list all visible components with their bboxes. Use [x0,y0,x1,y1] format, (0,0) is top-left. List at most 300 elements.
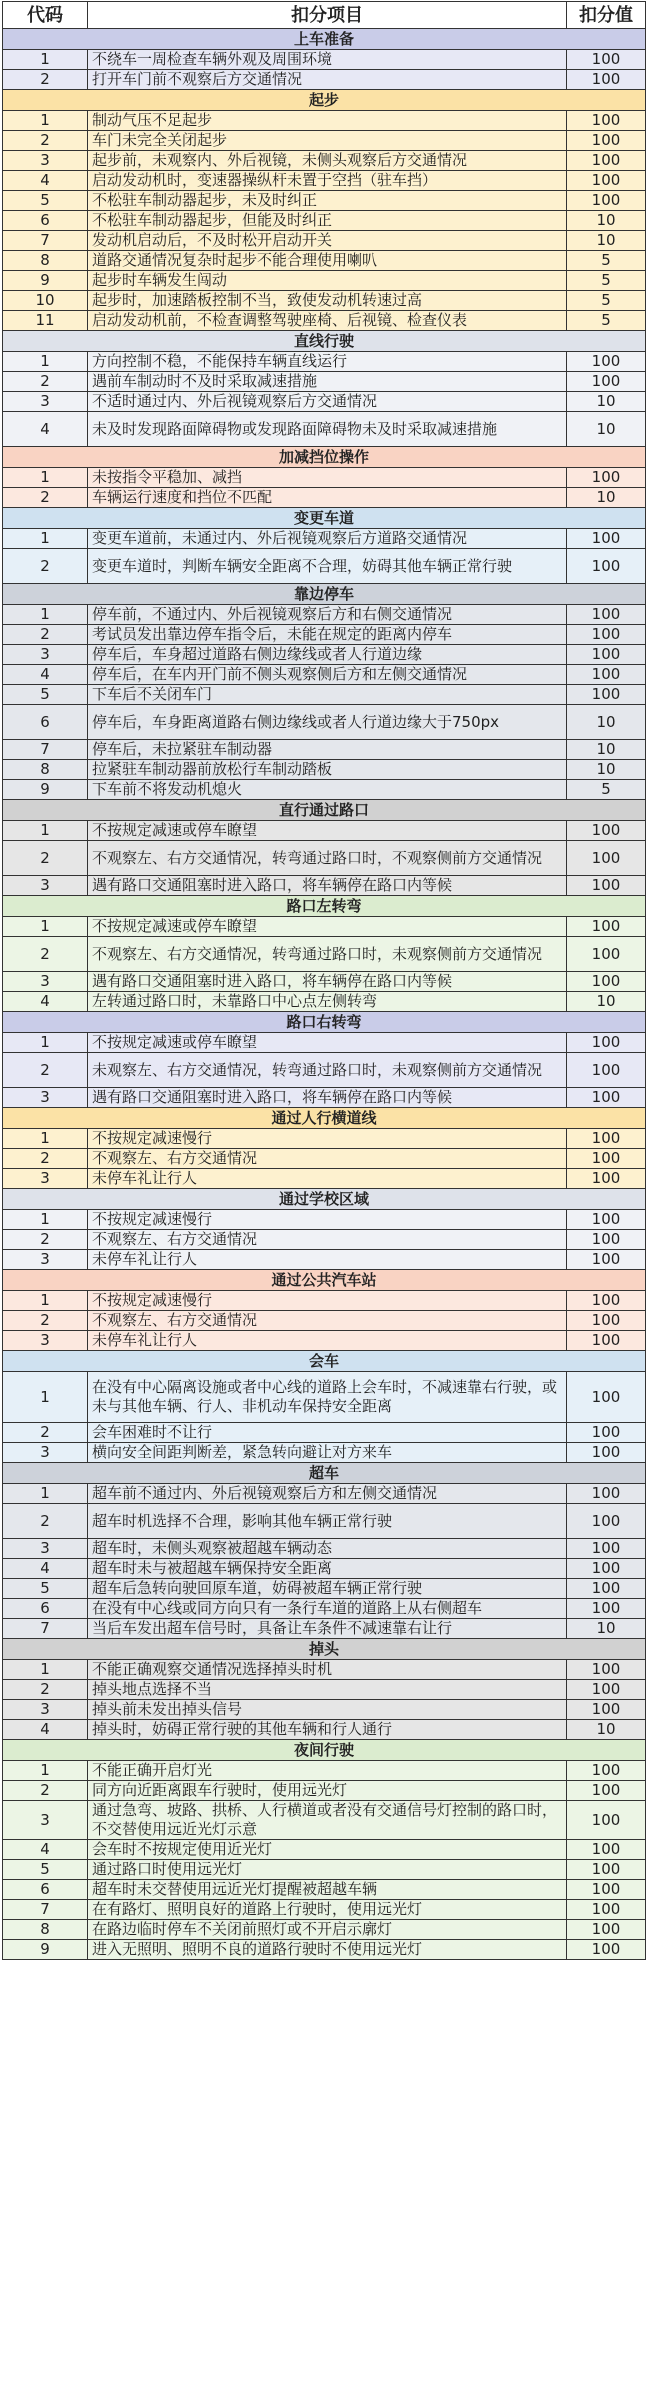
table-row [3,111,646,131]
row-points: 10 [567,1619,646,1639]
row-points: 100 [567,1660,646,1680]
row-item: 未停车礼让行人 [88,1331,567,1351]
deduction-table [2,1,646,1960]
row-code: 11 [3,311,88,331]
table-row [3,1700,646,1720]
row-points: 100 [567,1801,646,1840]
header-item: 扣分项目 [88,2,567,29]
row-item: 不按规定减速慢行 [88,1291,567,1311]
row-code: 10 [3,291,88,311]
row-points: 100 [567,372,646,392]
row-points: 10 [567,992,646,1012]
row-item: 进入无照明、照明不良的道路行驶时不使用远光灯 [88,1940,567,1960]
row-points: 5 [567,311,646,331]
row-code: 2 [3,1504,88,1539]
row-points: 5 [567,780,646,800]
row-points: 100 [567,50,646,70]
table-row [3,1230,646,1250]
header-row [3,2,646,29]
table-row [3,1088,646,1108]
table-row [3,665,646,685]
table-row [3,251,646,271]
row-points: 100 [567,1680,646,1700]
section-title: 路口右转弯 [3,1012,646,1033]
row-item: 超车时，未侧头观察被超越车辆动态 [88,1539,567,1559]
table-row [3,1680,646,1700]
row-item: 不松驻车制动器起步，未及时纠正 [88,191,567,211]
row-points: 10 [567,211,646,231]
row-code: 3 [3,645,88,665]
table-row [3,271,646,291]
table-row [3,1053,646,1088]
table-row [3,1781,646,1801]
row-points: 100 [567,171,646,191]
row-code: 1 [3,1484,88,1504]
row-item: 横向安全间距判断差，紧急转向避让对方来车 [88,1443,567,1463]
row-item: 考试员发出靠边停车指令后，未能在规定的距离内停车 [88,625,567,645]
section-header-row [3,1351,646,1372]
table-row [3,1619,646,1639]
table-row [3,131,646,151]
row-points: 10 [567,760,646,780]
table-row [3,992,646,1012]
row-item: 不按规定减速慢行 [88,1129,567,1149]
row-code: 9 [3,1940,88,1960]
row-item: 不观察左、右方交通情况，转弯通过路口时，未观察侧前方交通情况 [88,937,567,972]
row-code: 3 [3,876,88,896]
row-code: 1 [3,821,88,841]
section-title: 路口左转弯 [3,896,646,917]
row-code: 3 [3,1250,88,1270]
table-row [3,1149,646,1169]
row-code: 1 [3,352,88,372]
row-item: 超车时机选择不合理，影响其他车辆正常行驶 [88,1504,567,1539]
section-title: 加减挡位操作 [3,447,646,468]
row-code: 2 [3,549,88,584]
row-points: 100 [567,1053,646,1088]
row-code: 8 [3,760,88,780]
header-points: 扣分值 [567,2,646,29]
row-points: 100 [567,937,646,972]
row-points: 100 [567,841,646,876]
section-title: 起步 [3,90,646,111]
table-row [3,1291,646,1311]
row-code: 2 [3,1423,88,1443]
row-points: 100 [567,1129,646,1149]
row-item: 在路边临时停车不关闭前照灯或不开启示廓灯 [88,1920,567,1940]
section-header-row [3,1639,646,1660]
row-points: 100 [567,1169,646,1189]
row-item: 停车后，车身距离道路右侧边缘线或者人行道边缘大于750px [88,705,567,740]
table-row [3,1372,646,1423]
table-row [3,1579,646,1599]
section-title: 通过学校区域 [3,1189,646,1210]
table-row [3,1484,646,1504]
row-code: 4 [3,992,88,1012]
row-code: 2 [3,1053,88,1088]
row-item: 未按指令平稳加、减挡 [88,468,567,488]
row-item: 停车后，在车内开门前不侧头观察侧后方和左侧交通情况 [88,665,567,685]
row-code: 4 [3,1559,88,1579]
table-row [3,1559,646,1579]
row-code: 7 [3,740,88,760]
row-item: 方向控制不稳，不能保持车辆直线运行 [88,352,567,372]
row-points: 100 [567,1250,646,1270]
table-row [3,605,646,625]
row-item: 不观察左、右方交通情况 [88,1230,567,1250]
table-row [3,1840,646,1860]
row-points: 100 [567,1149,646,1169]
row-points: 100 [567,917,646,937]
row-item: 车门未完全关闭起步 [88,131,567,151]
header-code: 代码 [3,2,88,29]
row-item: 起步时，加速踏板控制不当，致使发动机转速过高 [88,291,567,311]
section-header-row [3,800,646,821]
row-points: 100 [567,1331,646,1351]
row-item: 掉头前未发出掉头信号 [88,1700,567,1720]
table-row [3,705,646,740]
row-points: 100 [567,645,646,665]
row-code: 2 [3,841,88,876]
row-points: 100 [567,1088,646,1108]
row-points: 100 [567,352,646,372]
row-code: 2 [3,937,88,972]
table-row [3,191,646,211]
row-code: 1 [3,111,88,131]
section-header-row [3,1108,646,1129]
row-code: 3 [3,1801,88,1840]
table-row [3,1210,646,1230]
row-code: 4 [3,171,88,191]
table-row [3,392,646,412]
row-points: 5 [567,291,646,311]
row-points: 100 [567,549,646,584]
table-row [3,231,646,251]
section-title: 超车 [3,1463,646,1484]
table-row [3,760,646,780]
table-row [3,529,646,549]
row-points: 100 [567,1599,646,1619]
row-code: 1 [3,917,88,937]
row-item: 不按规定减速或停车瞭望 [88,917,567,937]
table-row [3,211,646,231]
row-code: 3 [3,1169,88,1189]
row-code: 2 [3,1781,88,1801]
table-row [3,70,646,90]
row-points: 5 [567,271,646,291]
section-header-row [3,1270,646,1291]
row-code: 2 [3,1230,88,1250]
row-code: 6 [3,1880,88,1900]
row-item: 停车前，不通过内、外后视镜观察后方和右侧交通情况 [88,605,567,625]
row-points: 100 [567,131,646,151]
section-header-row [3,1463,646,1484]
row-item: 下车前不将发动机熄火 [88,780,567,800]
row-points: 100 [567,1559,646,1579]
table-row [3,549,646,584]
section-title: 靠边停车 [3,584,646,605]
row-code: 4 [3,1720,88,1740]
row-item: 超车后急转向驶回原车道，妨碍被超车辆正常行驶 [88,1579,567,1599]
table-row [3,50,646,70]
row-item: 通过急弯、坡路、拱桥、人行横道或者没有交通信号灯控制的路口时，不交替使用远近光灯示意 [88,1801,567,1840]
row-item: 启动发动机前，不检查调整驾驶座椅、后视镜、检查仪表 [88,311,567,331]
table-row [3,1033,646,1053]
row-code: 9 [3,271,88,291]
row-item: 起步前，未观察内、外后视镜，未侧头观察后方交通情况 [88,151,567,171]
row-code: 3 [3,1539,88,1559]
table-row [3,1250,646,1270]
section-title: 夜间行驶 [3,1740,646,1761]
row-points: 100 [567,1579,646,1599]
row-item: 不适时通过内、外后视镜观察后方交通情况 [88,392,567,412]
row-code: 1 [3,1761,88,1781]
row-points: 100 [567,468,646,488]
table-row [3,841,646,876]
section-title: 直线行驶 [3,331,646,352]
table-row [3,1880,646,1900]
table-body [3,29,646,1960]
row-points: 100 [567,151,646,171]
row-item: 起步时车辆发生闯动 [88,271,567,291]
row-points: 100 [567,1230,646,1250]
row-item: 超车时未交替使用远近光灯提醒被超越车辆 [88,1880,567,1900]
row-code: 6 [3,705,88,740]
row-points: 100 [567,1210,646,1230]
row-points: 100 [567,70,646,90]
table-row [3,1599,646,1619]
row-item: 超车时未与被超越车辆保持安全距离 [88,1559,567,1579]
row-code: 3 [3,1443,88,1463]
row-points: 100 [567,1940,646,1960]
section-header-row [3,896,646,917]
table-row [3,1801,646,1840]
row-item: 遇有路口交通阻塞时进入路口，将车辆停在路口内等候 [88,876,567,896]
row-code: 2 [3,70,88,90]
section-header-row [3,1012,646,1033]
row-code: 1 [3,468,88,488]
section-title: 直行通过路口 [3,800,646,821]
section-header-row [3,508,646,529]
row-points: 100 [567,1484,646,1504]
row-points: 100 [567,625,646,645]
row-item: 发动机启动后，不及时松开启动开关 [88,231,567,251]
table-row [3,1940,646,1960]
row-code: 8 [3,1920,88,1940]
row-item: 掉头时，妨碍正常行驶的其他车辆和行人通行 [88,1720,567,1740]
row-code: 4 [3,1840,88,1860]
row-points: 100 [567,529,646,549]
row-code: 1 [3,529,88,549]
row-points: 100 [567,1840,646,1860]
table-row [3,1331,646,1351]
row-points: 100 [567,1291,646,1311]
row-item: 不按规定减速慢行 [88,1210,567,1230]
row-item: 停车后，车身超过道路右侧边缘线或者人行道边缘 [88,645,567,665]
row-points: 10 [567,412,646,447]
row-code: 3 [3,1088,88,1108]
row-code: 6 [3,1599,88,1619]
row-item: 在没有中心隔离设施或者中心线的道路上会车时，不减速靠右行驶，或未与其他车辆、行人、非机动车保持安全距离 [88,1372,567,1423]
row-points: 100 [567,191,646,211]
row-item: 通过路口时使用远光灯 [88,1860,567,1880]
row-code: 7 [3,1619,88,1639]
section-header-row [3,447,646,468]
section-header-row [3,1740,646,1761]
table-row [3,917,646,937]
row-code: 4 [3,412,88,447]
row-item: 打开车门前不观察后方交通情况 [88,70,567,90]
row-points: 100 [567,972,646,992]
row-item: 未停车礼让行人 [88,1169,567,1189]
row-points: 100 [567,1443,646,1463]
row-item: 未及时发现路面障碍物或发现路面障碍物未及时采取减速措施 [88,412,567,447]
table-row [3,1169,646,1189]
row-points: 10 [567,392,646,412]
row-points: 10 [567,1720,646,1740]
row-item: 拉紧驻车制动器前放松行车制动踏板 [88,760,567,780]
row-code: 1 [3,1372,88,1423]
row-code: 3 [3,392,88,412]
row-points: 100 [567,821,646,841]
row-code: 9 [3,780,88,800]
table-row [3,876,646,896]
row-item: 当后车发出超车信号时，具备让车条件不减速靠右让行 [88,1619,567,1639]
table-row [3,311,646,331]
row-item: 启动发动机时，变速器操纵杆未置于空挡（驻车挡） [88,171,567,191]
row-points: 100 [567,1423,646,1443]
row-code: 5 [3,685,88,705]
row-code: 3 [3,151,88,171]
row-points: 100 [567,1700,646,1720]
row-points: 100 [567,1372,646,1423]
table-row [3,972,646,992]
row-item: 变更车道时，判断车辆安全距离不合理，妨碍其他车辆正常行驶 [88,549,567,584]
row-code: 2 [3,372,88,392]
row-item: 不按规定减速或停车瞭望 [88,1033,567,1053]
row-points: 100 [567,1880,646,1900]
table-row [3,645,646,665]
table-row [3,685,646,705]
row-points: 5 [567,251,646,271]
section-title: 通过人行横道线 [3,1108,646,1129]
row-code: 4 [3,665,88,685]
row-item: 遇前车制动时不及时采取减速措施 [88,372,567,392]
row-item: 在没有中心线或同方向只有一条行车道的道路上从右侧超车 [88,1599,567,1619]
row-points: 100 [567,1900,646,1920]
row-points: 100 [567,1781,646,1801]
row-item: 不观察左、右方交通情况 [88,1149,567,1169]
row-item: 不能正确开启灯光 [88,1761,567,1781]
table-row [3,1311,646,1331]
row-item: 未观察左、右方交通情况，转弯通过路口时，未观察侧前方交通情况 [88,1053,567,1088]
row-points: 100 [567,1539,646,1559]
row-points: 100 [567,685,646,705]
row-code: 2 [3,488,88,508]
row-item: 遇有路口交通阻塞时进入路口，将车辆停在路口内等候 [88,1088,567,1108]
section-header-row [3,584,646,605]
row-points: 10 [567,488,646,508]
table-row [3,1504,646,1539]
row-points: 10 [567,705,646,740]
row-code: 7 [3,231,88,251]
row-item: 车辆运行速度和挡位不匹配 [88,488,567,508]
row-item: 会车时不按规定使用近光灯 [88,1840,567,1860]
row-item: 制动气压不足起步 [88,111,567,131]
row-code: 5 [3,1579,88,1599]
table-row [3,1900,646,1920]
row-points: 100 [567,1311,646,1331]
row-points: 100 [567,1033,646,1053]
row-code: 1 [3,1291,88,1311]
row-code: 1 [3,1210,88,1230]
row-points: 100 [567,111,646,131]
row-code: 2 [3,1680,88,1700]
row-item: 下车后不关闭车门 [88,685,567,705]
section-title: 掉头 [3,1639,646,1660]
row-points: 10 [567,740,646,760]
row-points: 100 [567,876,646,896]
section-header-row [3,90,646,111]
table-row [3,1920,646,1940]
row-code: 1 [3,1033,88,1053]
table-row [3,151,646,171]
row-item: 不按规定减速或停车瞭望 [88,821,567,841]
table-row [3,740,646,760]
table-row [3,937,646,972]
table-row [3,1660,646,1680]
row-item: 不能正确观察交通情况选择掉头时机 [88,1660,567,1680]
row-item: 不观察左、右方交通情况 [88,1311,567,1331]
row-points: 100 [567,1920,646,1940]
row-code: 2 [3,1149,88,1169]
row-code: 3 [3,1331,88,1351]
row-points: 100 [567,1761,646,1781]
row-code: 5 [3,1860,88,1880]
section-title: 通过公共汽车站 [3,1270,646,1291]
row-code: 8 [3,251,88,271]
row-item: 道路交通情况复杂时起步不能合理使用喇叭 [88,251,567,271]
table-row [3,488,646,508]
row-code: 5 [3,191,88,211]
row-item: 停车后，未拉紧驻车制动器 [88,740,567,760]
row-code: 1 [3,50,88,70]
row-item: 遇有路口交通阻塞时进入路口，将车辆停在路口内等候 [88,972,567,992]
row-code: 1 [3,1660,88,1680]
row-item: 同方向近距离跟车行驶时，使用远光灯 [88,1781,567,1801]
table-row [3,625,646,645]
row-code: 1 [3,605,88,625]
table-row [3,352,646,372]
row-code: 2 [3,625,88,645]
table-row [3,1761,646,1781]
table-row [3,1443,646,1463]
row-item: 不松驻车制动器起步，但能及时纠正 [88,211,567,231]
table-row [3,1860,646,1880]
table-row [3,1539,646,1559]
row-points: 100 [567,1860,646,1880]
row-code: 7 [3,1900,88,1920]
table-row [3,412,646,447]
table-row [3,468,646,488]
row-points: 100 [567,665,646,685]
row-item: 不绕车一周检查车辆外观及周围环境 [88,50,567,70]
row-points: 100 [567,1504,646,1539]
section-title: 变更车道 [3,508,646,529]
row-code: 2 [3,131,88,151]
section-header-row [3,1189,646,1210]
row-item: 未停车礼让行人 [88,1250,567,1270]
